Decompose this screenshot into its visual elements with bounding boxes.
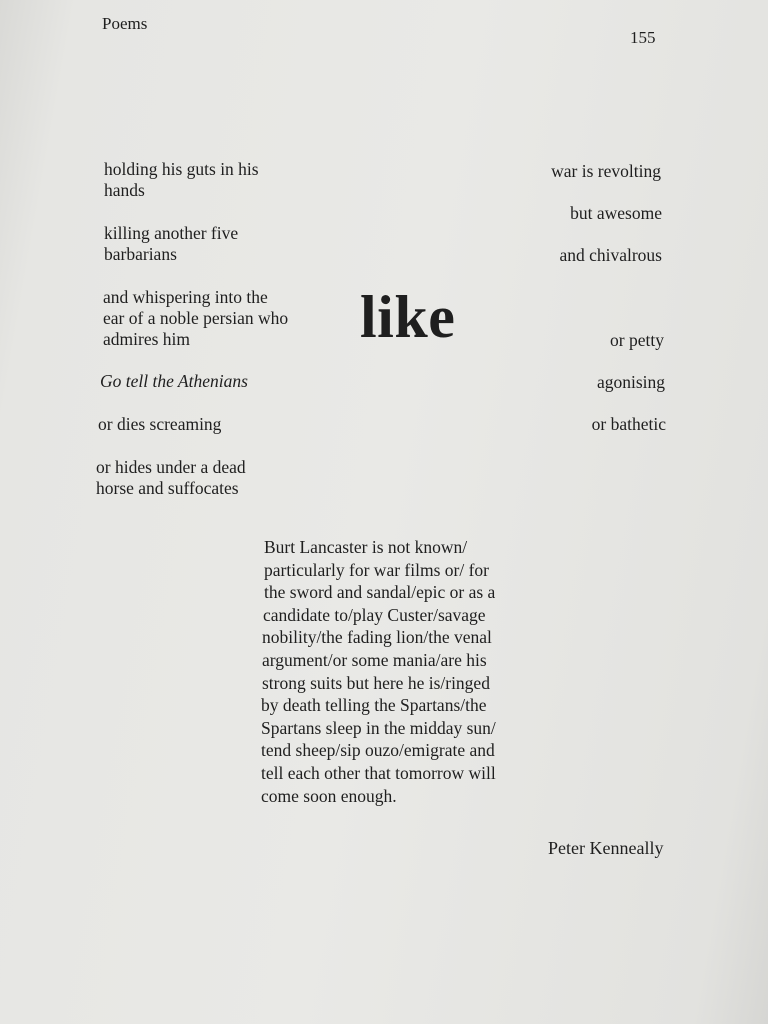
poem-line: barbarians bbox=[104, 244, 177, 264]
prose-line: argument/or some mania/are his bbox=[262, 649, 487, 670]
prose-line: Burt Lancaster is not known/ bbox=[264, 537, 468, 557]
poem-line: and whispering into the bbox=[103, 287, 268, 307]
prose-line: Spartans sleep in the midday sun/ bbox=[261, 717, 496, 738]
prose-line: tell each other that tomorrow will bbox=[261, 762, 496, 783]
poem-line: hands bbox=[104, 180, 145, 200]
prose-line: particularly for war films or/ for bbox=[264, 559, 489, 580]
left-stanza-3 bbox=[103, 287, 288, 350]
prose-line: nobility/the fading lion/the venal bbox=[262, 627, 492, 648]
center-word-like: like bbox=[360, 284, 456, 350]
right-line: or petty bbox=[610, 330, 664, 350]
poem-line: holding his guts in his bbox=[104, 159, 259, 179]
poem-line: admires him bbox=[103, 329, 190, 349]
right-line: but awesome bbox=[570, 203, 662, 223]
poem-line: ear of a noble persian who bbox=[103, 308, 289, 328]
poem-line: horse and suffocates bbox=[96, 478, 239, 498]
left-stanza-4 bbox=[100, 371, 248, 392]
poem-line: Go tell the Athenians bbox=[100, 371, 248, 391]
poem-line: or hides under a dead bbox=[96, 457, 246, 477]
left-stanza-6 bbox=[96, 457, 246, 499]
prose-line: by death telling the Spartans/the bbox=[261, 695, 487, 716]
poem-line: or dies screaming bbox=[98, 414, 222, 434]
poem-line: killing another five bbox=[104, 223, 239, 243]
right-line: war is revolting bbox=[551, 161, 661, 181]
prose-line: the sword and sandal/epic or as a bbox=[264, 582, 496, 603]
running-head: Poems bbox=[102, 14, 148, 33]
left-stanza-1 bbox=[104, 159, 259, 201]
prose-line: candidate to/play Custer/savage bbox=[263, 604, 486, 625]
prose-line: strong suits but here he is/ringed bbox=[262, 672, 490, 693]
right-line: or bathetic bbox=[591, 414, 666, 434]
author-signature: Peter Kenneally bbox=[548, 838, 664, 858]
right-line: and chivalrous bbox=[559, 245, 662, 265]
prose-line: tend sheep/sip ouzo/emigrate and bbox=[261, 740, 495, 761]
right-line: agonising bbox=[596, 372, 665, 392]
prose-line: come soon enough. bbox=[261, 785, 397, 806]
left-stanza-5 bbox=[98, 414, 221, 435]
prose-paragraph bbox=[261, 536, 496, 807]
left-stanza-2 bbox=[104, 223, 238, 265]
page-number: 155 bbox=[630, 28, 656, 47]
